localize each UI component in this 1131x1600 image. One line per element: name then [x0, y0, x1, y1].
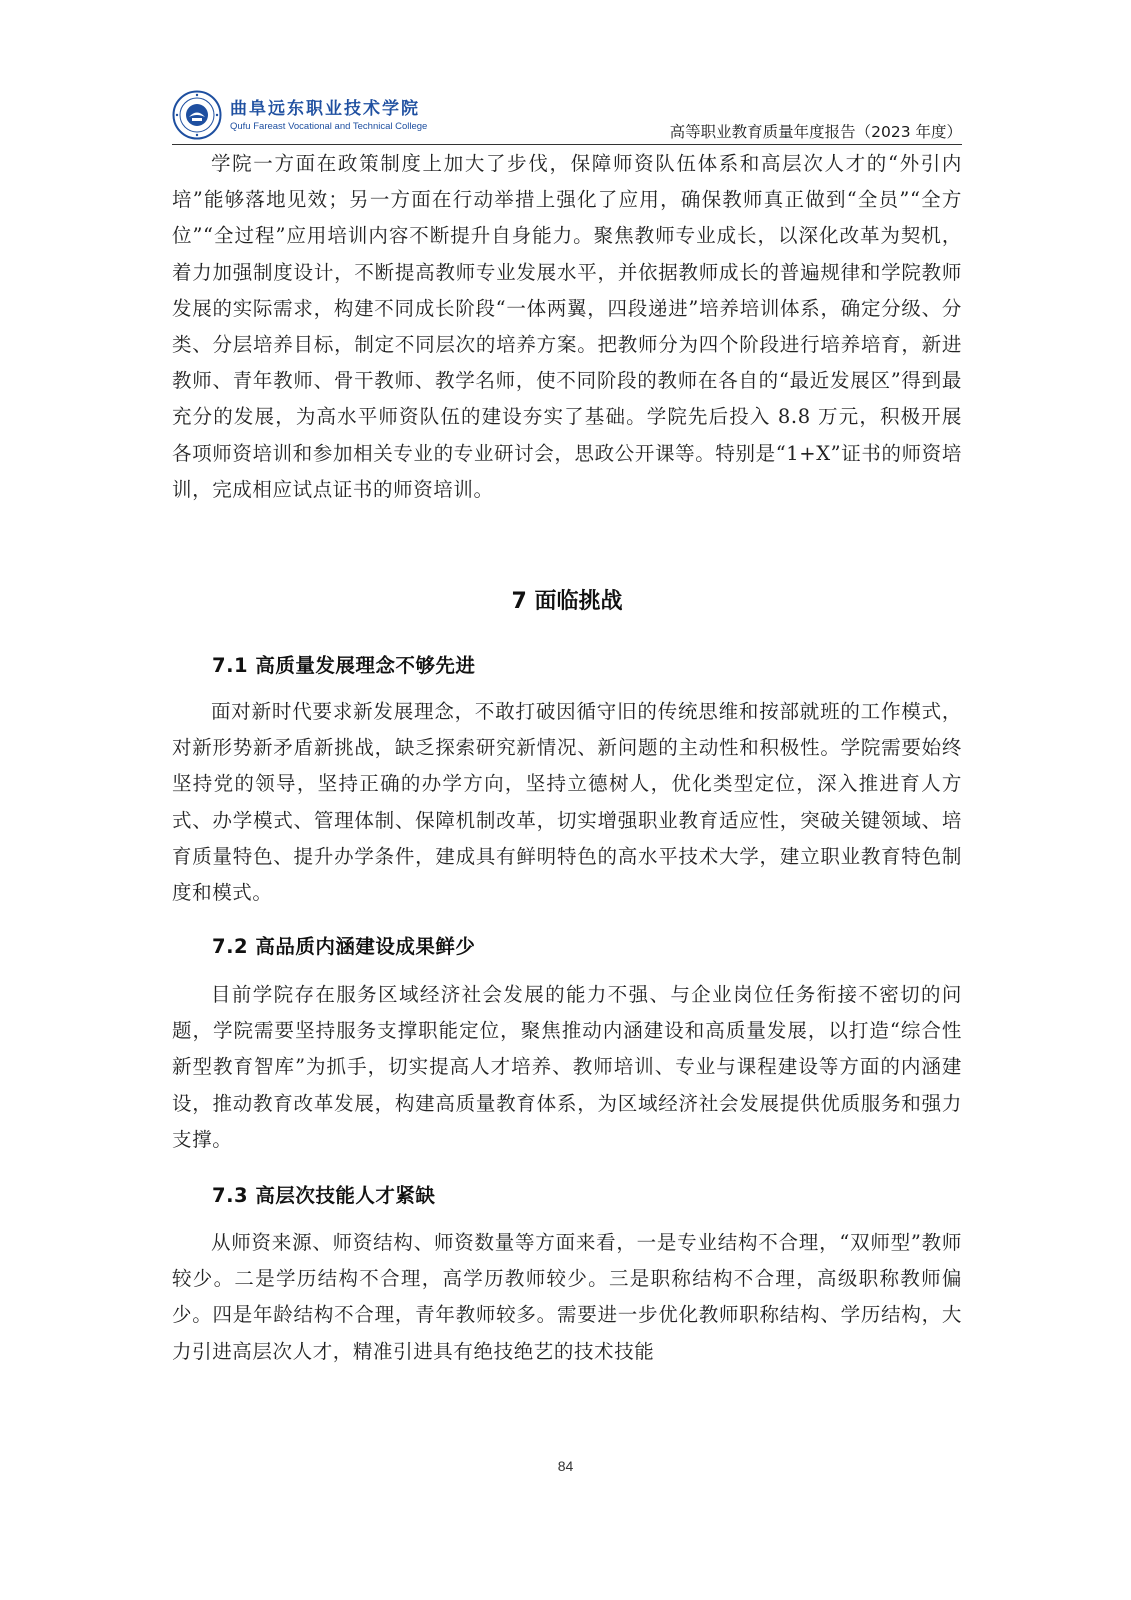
section-title-7-1: 7.1 高质量发展理念不够先进	[212, 654, 476, 677]
section-paragraph: 目前学院存在服务区域经济社会发展的能力不强、与企业岗位任务衔接不密切的问题，学院需要坚持服务支撑职能定位，聚焦推动内涵建设和高质量发展，以打造“综合性新型教育智库”为抓手，切实提高人才培养、教师培训、专业与课程建设等方面的内涵建设，推动教育改革发展，构建高质量教育体系，为区域经济社会发展提供优质服务和强力支撑。	[172, 983, 962, 1151]
intro-block	[172, 146, 962, 508]
college-name-cn: 曲阜远东职业技术学院	[230, 99, 420, 119]
intro-paragraph: 学院一方面在政策制度上加大了步伐，保障师资队伍体系和高层次人才的“外引内培”能够落地见效；另一方面在行动举措上强化了应用，确保教师真正做到“全员”“全方位”“全过程”应用培训内容不断提升自身能力。聚焦教师专业成长，以深化改革为契机，着力加强制度设计，不断提高教师专业发展水平，并依据教师成长的普遍规律和学院教师发展的实际需求，构建不同成长阶段“一体两翼，四段递进”培养培训体系，确定分级、分类、分层培养目标，制定不同层次的培养方案。把教师分为四个阶段进行培养培育，新进教师、青年教师、骨干教师、教学名师，使不同阶段的教师在各自的“最近发展区”得到最充分的发展，为高水平师资队伍的建设夯实了基础。学院先后投入 8.8 万元，积极开展各项师资培训和参加相关专业的专业研讨会，思政公开课等。特别是“1+X”证书的师资培训，完成相应试点证书的师资培训。	[172, 152, 962, 501]
page-number: 84	[557, 1458, 574, 1474]
college-name-en: Qufu Fareast Vocational and Technical College	[230, 121, 428, 132]
report-title: 高等职业教育质量年度报告（2023 年度）	[669, 123, 962, 141]
section-paragraph: 从师资来源、师资结构、师资数量等方面来看，一是专业结构不合理，“双师型”教师较少。二是学历结构不合理，高学历教师较少。三是职称结构不合理，高级职称教师偏少。四是年龄结构不合理，青年教师较多。需要进一步优化教师职称结构、学历结构，大力引进高层次人才，精准引进具有绝技绝艺的技术技能	[172, 1231, 962, 1363]
section-paragraph: 面对新时代要求新发展理念，不敢打破因循守旧的传统思维和按部就班的工作模式，对新形势新矛盾新挑战，缺乏探索研究新情况、新问题的主动性和积极性。学院需要始终坚持党的领导，坚持正确的办学方向，坚持立德树人，优化类型定位，深入推进育人方式、办学模式、管理体制、保障机制改革，切实增强职业教育适应性，突破关键领域、培育质量特色、提升办学条件，建成具有鲜明特色的高水平技术大学，建立职业教育特色制度和模式。	[172, 700, 962, 905]
section-title-7-3: 7.3 高层次技能人才紧缺	[212, 1184, 436, 1207]
page-header	[172, 90, 962, 142]
section-7-2-body	[172, 977, 962, 1158]
header-divider	[172, 144, 962, 145]
section-7-3-body	[172, 1225, 962, 1370]
chapter-title: 7 面临挑战	[511, 589, 623, 614]
college-logo-icon	[172, 90, 222, 140]
section-7-1-body	[172, 694, 962, 911]
section-title-7-2: 7.2 高品质内涵建设成果鲜少	[212, 935, 476, 958]
